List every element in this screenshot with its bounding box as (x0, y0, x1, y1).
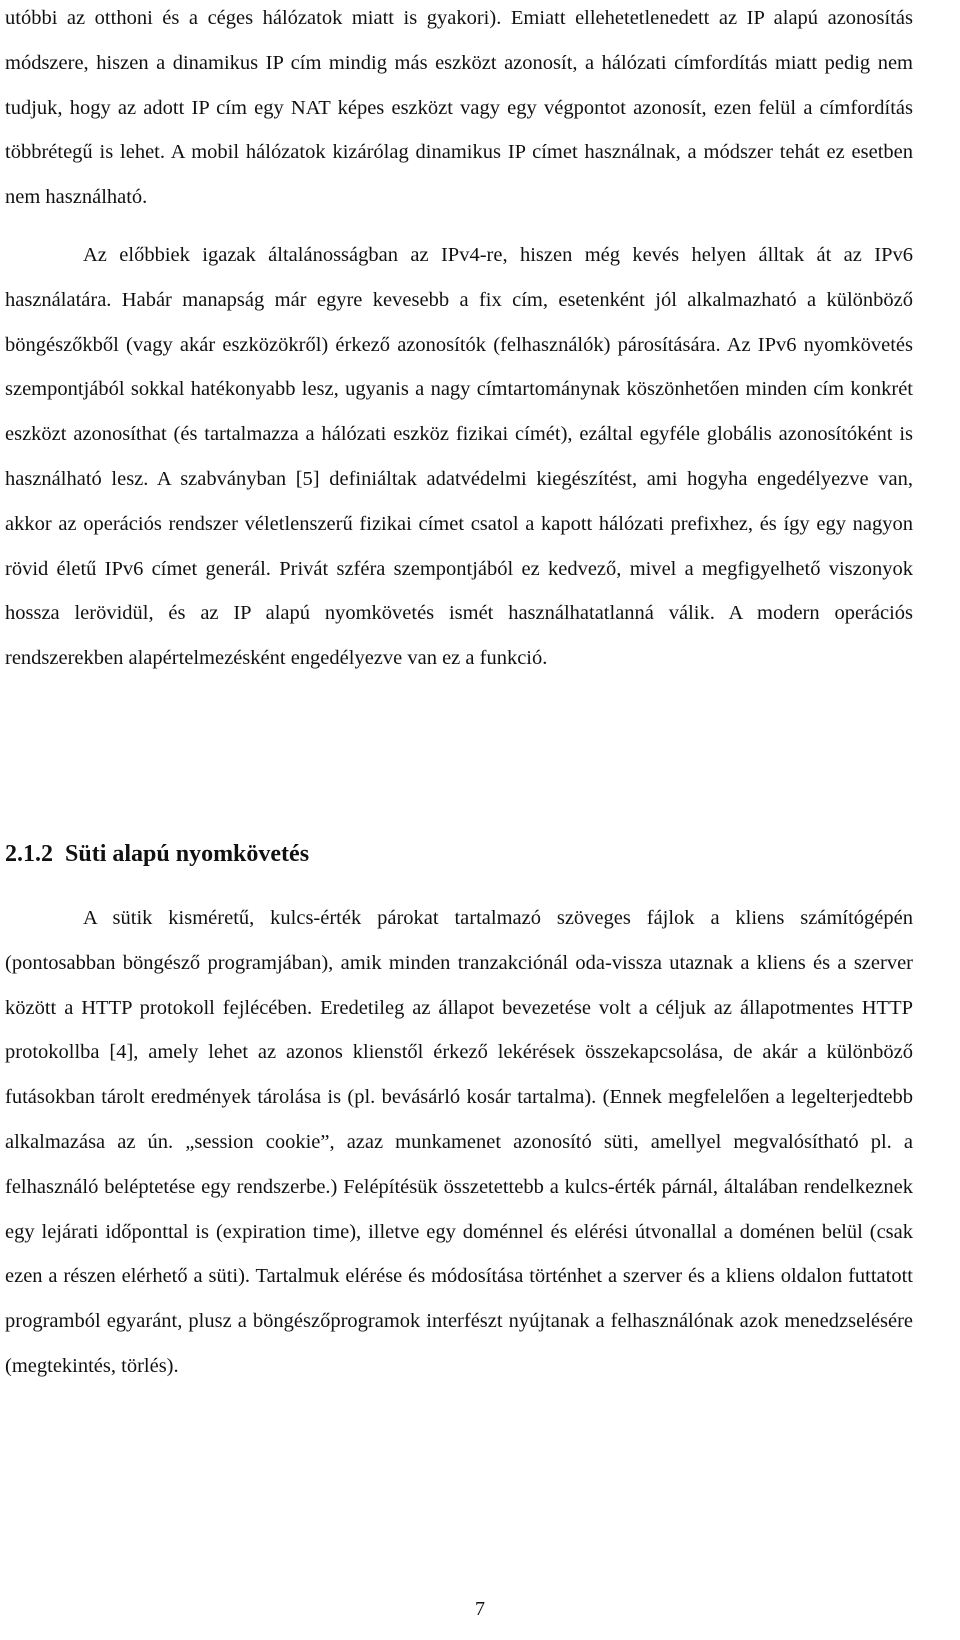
section-heading (5, 838, 309, 870)
paragraph-ip-tracking-limits: utóbbi az otthoni és a céges hálózatok miatt is gyakori). Emiatt ellehetetlenedett az IP alapú azonosítás módszere, hiszen a dinamikus IP cím mindig más eszközt azonosít, a hálózati címfordítás miatt pedig nem tudjuk, hogy az adott IP cím egy NAT képes eszközt vagy egy végpontot azonosít, ezen felül a címfordítás többrétegű is lehet. A mobil hálózatok kizárólag dinamikus IP címet használnak, a módszer tehát ez esetben nem használható. (5, 7, 913, 209)
section-number: 2.1.2 (5, 841, 53, 867)
paragraph-cookies: A sütik kisméretű, kulcs-érték párokat tartalmazó szöveges fájlok a kliens számítógépén (pontosabban böngésző programjában), amik minden tranzakciónál oda-vissza utaznak a kliens és a szerver között a HTTP protokoll fejlécében. Eredetileg az állapot bevezetése volt a céljuk az állapotmentes HTTP protokollba [4], amely lehet az azonos klienstől érkező lekérések összekapcsolása, de akár a különböző futásokban tárolt eredmények tárolása is (pl. bevásárló kosár tartalma). (Ennek megfelelően a legelterjedtebb alkalmazása az ún. „session cookie”, azaz munkamenet azonosító süti, amellyel megvalósítható pl. a felhasználó beléptetése egy rendszerbe.) Felépítésük összetettebb a kulcs-érték párnál, általában rendelkeznek egy lejárati időponttal is (expiration time), illetve egy doménnel és elérési útvonallal a doménen belül (csak ezen a részen elérhető a süti). Tartalmuk elérése és módosítása történhet a szerver és a kliens oldalon futtatott programból egyaránt, plusz a böngészőprogramok interfészt nyújtanak a felhasználónak azok menedzselésére (megtekintés, törlés). (5, 907, 913, 1377)
page-number: 7 (475, 1598, 485, 1620)
paragraph-ipv4-ipv6: Az előbbiek igazak általánosságban az IPv4-re, hiszen még kevés helyen álltak át az IPv6 használatára. Habár manapság már egyre kevesebb a fix cím, esetenként jól alkalmazható a különböző böngészőkből (vagy akár eszközökről) érkező azonosítók (felhasználók) párosítására. Az IPv6 nyomkövetés szempontjából sokkal hatékonyabb lesz, ugyanis a nagy címtartománynak köszönhetően minden cím konkrét eszközt azonosíthat (és tartalmazza a hálózati eszköz fizikai címét), ezáltal egyféle globális azonosítóként is használható lesz. A szabványban [5] definiáltak adatvédelmi kiegészítést, ami hogyha engedélyezve van, akkor az operációs rendszer véletlenszerű fizikai címet csatol a kapott hálózati prefixhez, és így egy nagyon rövid életű IPv6 címet generál. Privát szféra szempontjából ez kedvező, mivel a megfigyelhető viszonyok hossza lerövidül, és az IP alapú nyomkövetés ismét használhatatlanná válik. A modern operációs rendszerekben alapértelmezésként engedélyezve van ez a funkció. (5, 244, 913, 670)
section-title: Süti alapú nyomkövetés (65, 841, 310, 867)
